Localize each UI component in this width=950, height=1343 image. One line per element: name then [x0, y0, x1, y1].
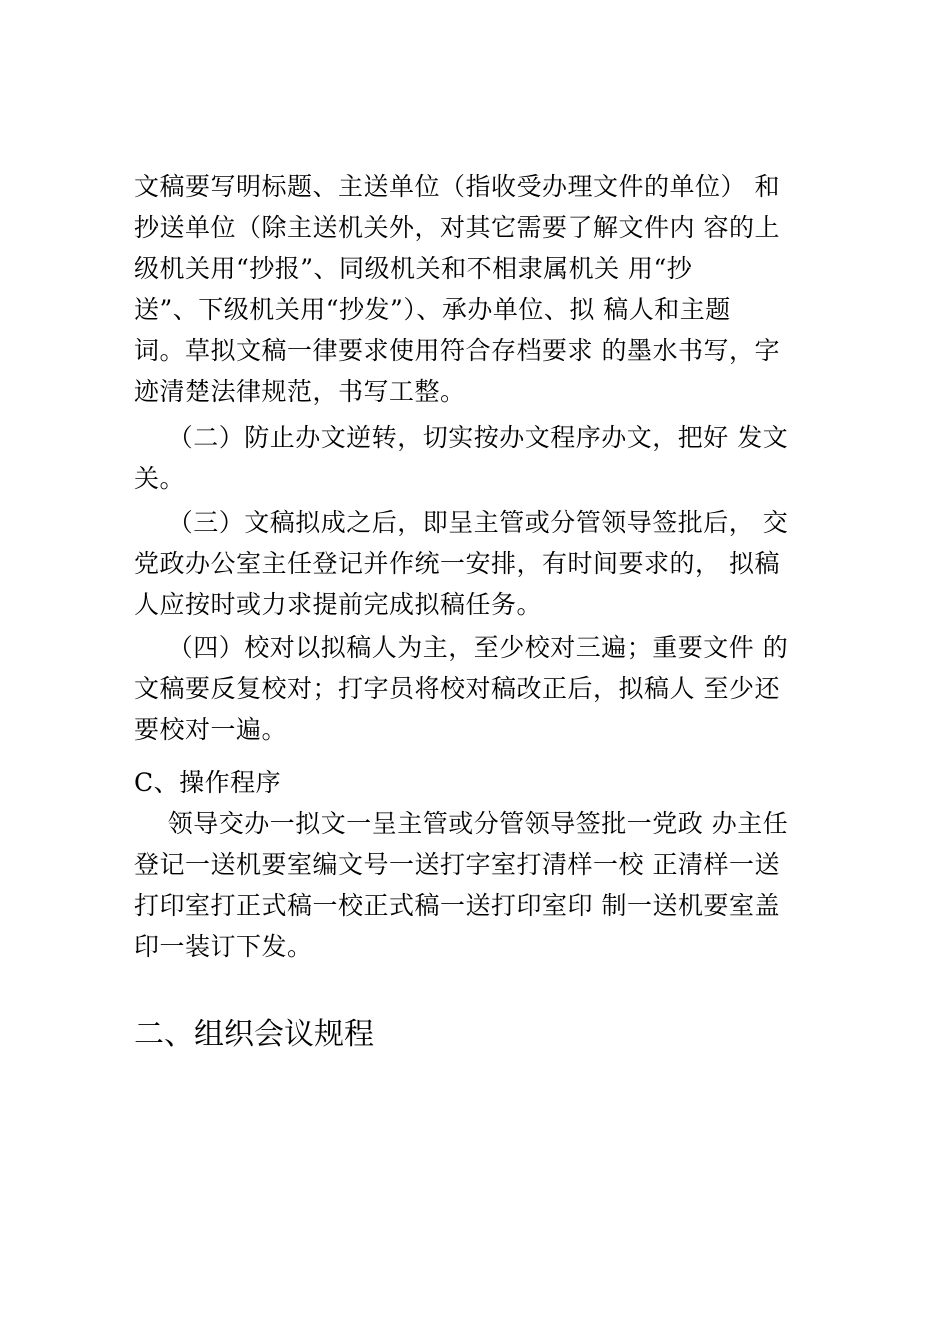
paragraph-1-line-4: 送”、下级机关用“抄发”）、承办单位、拟 稿人和主题 — [134, 295, 731, 324]
paragraph-4-line-1: （四）校对以拟稿人为主，至少校对三遍；重要文件 的 — [134, 633, 789, 662]
paragraph-2-line-1: （二）防止办文逆转，切实按办文程序办文，把好 发文 — [134, 423, 789, 452]
paragraph-3-line-2: 党政办公室主任登记并作统一安排，有时间要求的， 拟稿 — [134, 549, 780, 578]
paragraph-2-line-2: 关。 — [134, 464, 186, 493]
paragraph-1-line-5: 词。草拟文稿一律要求使用符合存档要求 的墨水书写，字 — [134, 336, 780, 365]
paragraph-5-line-3: 打印室打正式稿一校正式稿一送打印室印 制一送机要室盖 — [134, 891, 780, 920]
paragraph-1-line-3: 级机关用“抄报”、同级机关和不相隶属机关 用“抄 — [134, 254, 693, 283]
section-2-heading: 二、组织会议规程 — [134, 1017, 374, 1052]
paragraph-1-line-6: 迹清楚法律规范，书写工整。 — [134, 377, 466, 406]
paragraph-5-line-2: 登记一送机要室编文号一送打字室打清样一校 正清样一送 — [134, 850, 780, 879]
paragraph-3-line-3: 人应按时或力求提前完成拟稿任务。 — [134, 590, 543, 619]
paragraph-1-line-2: 抄送单位（除主送机关外，对其它需要了解文件内 容的上 — [134, 213, 780, 242]
paragraph-4-line-3: 要校对一遍。 — [134, 715, 288, 744]
section-c-heading: C、操作程序 — [134, 768, 282, 797]
paragraph-3-line-1: （三）文稿拟成之后，即呈主管或分管领导签批后， 交 — [134, 508, 789, 537]
paragraph-1-line-1: 文稿要写明标题、主送单位（指收受办理文件的单位） 和 — [134, 172, 780, 201]
paragraph-5-line-1: 领导交办一拟文一呈主管或分管领导签批一党政 办主任 — [134, 809, 789, 838]
paragraph-4-line-2: 文稿要反复校对；打字员将校对稿改正后，拟稿人 至少还 — [134, 674, 780, 703]
paragraph-5-line-4: 印一装订下发。 — [134, 932, 313, 961]
